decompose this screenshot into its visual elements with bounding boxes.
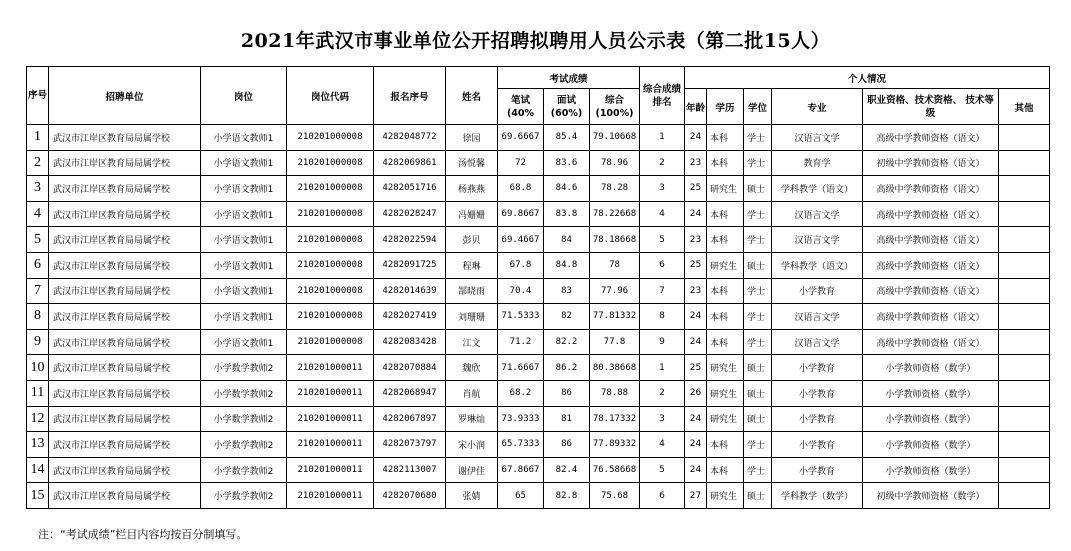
header-personal: 个人情况 <box>685 67 1050 89</box>
header-age: 年龄 <box>685 89 707 125</box>
cell-seq: 2 <box>27 150 49 176</box>
cell-qual: 高级中学教师资格（语文） <box>863 176 999 202</box>
cell-edu: 本科 <box>707 304 744 330</box>
cell-qual: 高级中学教师资格（语文） <box>863 201 999 227</box>
table-row <box>27 252 1050 278</box>
cell-name: 彭贝 <box>446 227 498 253</box>
cell-reg: 4282028247 <box>374 201 446 227</box>
cell-post: 小学语文教师1 <box>201 150 287 176</box>
cell-total: 79.10668 <box>590 125 640 151</box>
header-exam: 考试成绩 <box>498 67 640 89</box>
cell-degree: 学士 <box>744 227 772 253</box>
cell-seq: 9 <box>27 329 49 355</box>
cell-seq: 7 <box>27 278 49 304</box>
cell-age: 24 <box>685 329 707 355</box>
cell-qual: 高级中学教师资格（语文） <box>863 227 999 253</box>
cell-post: 小学语文教师1 <box>201 329 287 355</box>
cell-written: 71.2 <box>498 329 544 355</box>
header-post-code: 岗位代码 <box>287 67 374 125</box>
cell-other <box>999 278 1050 304</box>
table-row <box>27 355 1050 381</box>
cell-qual: 高级中学教师资格（语文） <box>863 304 999 330</box>
cell-major: 学科教学（语文） <box>772 176 863 202</box>
cell-degree: 学士 <box>744 457 772 483</box>
cell-age: 24 <box>685 432 707 458</box>
cell-code: 210201000011 <box>287 432 374 458</box>
table-row <box>27 150 1050 176</box>
cell-total: 77.89332 <box>590 432 640 458</box>
cell-total: 75.68 <box>590 483 640 509</box>
cell-age: 24 <box>685 457 707 483</box>
cell-other <box>999 432 1050 458</box>
cell-major: 汉语言文学 <box>772 304 863 330</box>
cell-edu: 本科 <box>707 125 744 151</box>
cell-seq: 15 <box>27 483 49 509</box>
table-row <box>27 201 1050 227</box>
cell-interview: 84.8 <box>544 252 590 278</box>
cell-code: 210201000008 <box>287 252 374 278</box>
cell-age: 25 <box>685 252 707 278</box>
cell-edu: 本科 <box>707 201 744 227</box>
header-post: 岗位 <box>201 67 287 125</box>
cell-seq: 14 <box>27 457 49 483</box>
cell-major: 小学教育 <box>772 432 863 458</box>
cell-total: 77.96 <box>590 278 640 304</box>
cell-major: 学科教学（数学） <box>772 483 863 509</box>
cell-total: 78.28 <box>590 176 640 202</box>
cell-interview: 83.6 <box>544 150 590 176</box>
cell-written: 70.4 <box>498 278 544 304</box>
cell-reg: 4282073797 <box>374 432 446 458</box>
header-interview: 面试(60%) <box>544 89 590 125</box>
cell-edu: 研究生 <box>707 176 744 202</box>
cell-written: 73.9333 <box>498 406 544 432</box>
cell-degree: 硕士 <box>744 406 772 432</box>
cell-unit: 武汉市江岸区教育局局属学校 <box>49 252 201 278</box>
cell-interview: 84.6 <box>544 176 590 202</box>
cell-age: 24 <box>685 304 707 330</box>
table-row <box>27 304 1050 330</box>
cell-post: 小学语文教师1 <box>201 227 287 253</box>
cell-degree: 学士 <box>744 201 772 227</box>
table-row <box>27 406 1050 432</box>
table-row <box>27 227 1050 253</box>
cell-interview: 81 <box>544 406 590 432</box>
cell-seq: 10 <box>27 355 49 381</box>
cell-qual: 初级中学教师资格（语文） <box>863 150 999 176</box>
cell-post: 小学数学教师2 <box>201 355 287 381</box>
roster-body <box>27 125 1050 509</box>
cell-age: 24 <box>685 125 707 151</box>
cell-code: 210201000011 <box>287 406 374 432</box>
cell-code: 210201000008 <box>287 176 374 202</box>
header-reg-no: 报名序号 <box>374 67 446 125</box>
cell-reg: 4282070680 <box>374 483 446 509</box>
cell-total: 76.58668 <box>590 457 640 483</box>
cell-interview: 83 <box>544 278 590 304</box>
cell-name: 程琳 <box>446 252 498 278</box>
cell-other <box>999 406 1050 432</box>
cell-seq: 13 <box>27 432 49 458</box>
cell-name: 肖航 <box>446 380 498 406</box>
cell-other <box>999 150 1050 176</box>
cell-degree: 硕士 <box>744 380 772 406</box>
cell-seq: 6 <box>27 252 49 278</box>
cell-reg: 4282113007 <box>374 457 446 483</box>
cell-rank: 3 <box>640 406 685 432</box>
cell-post: 小学数学教师2 <box>201 406 287 432</box>
cell-interview: 82 <box>544 304 590 330</box>
table-row <box>27 176 1050 202</box>
cell-reg: 4282014639 <box>374 278 446 304</box>
cell-degree: 硕士 <box>744 355 772 381</box>
cell-rank: 9 <box>640 329 685 355</box>
cell-major: 学科教学（语文） <box>772 252 863 278</box>
cell-other <box>999 355 1050 381</box>
cell-code: 210201000008 <box>287 304 374 330</box>
header-rank: 综合成绩排名 <box>640 67 685 125</box>
cell-age: 26 <box>685 380 707 406</box>
cell-code: 210201000008 <box>287 201 374 227</box>
cell-interview: 84 <box>544 227 590 253</box>
cell-other <box>999 457 1050 483</box>
cell-qual: 小学教师资格（数学） <box>863 355 999 381</box>
cell-interview: 82.2 <box>544 329 590 355</box>
cell-degree: 学士 <box>744 304 772 330</box>
cell-name: 魏欣 <box>446 355 498 381</box>
cell-age: 25 <box>685 176 707 202</box>
cell-rank: 4 <box>640 432 685 458</box>
cell-total: 78.17332 <box>590 406 640 432</box>
cell-degree: 学士 <box>744 432 772 458</box>
cell-rank: 5 <box>640 457 685 483</box>
cell-reg: 4282051716 <box>374 176 446 202</box>
cell-written: 65.7333 <box>498 432 544 458</box>
cell-edu: 本科 <box>707 329 744 355</box>
cell-total: 77.8 <box>590 329 640 355</box>
cell-other <box>999 227 1050 253</box>
cell-rank: 5 <box>640 227 685 253</box>
cell-unit: 武汉市江岸区教育局局属学校 <box>49 355 201 381</box>
cell-edu: 本科 <box>707 227 744 253</box>
cell-interview: 82.4 <box>544 457 590 483</box>
cell-degree: 学士 <box>744 329 772 355</box>
cell-code: 210201000011 <box>287 457 374 483</box>
cell-total: 78.88 <box>590 380 640 406</box>
cell-rank: 6 <box>640 252 685 278</box>
cell-name: 徐园 <box>446 125 498 151</box>
table-row <box>27 125 1050 151</box>
cell-qual: 高级中学教师资格（语文） <box>863 125 999 151</box>
cell-reg: 4282068947 <box>374 380 446 406</box>
cell-rank: 3 <box>640 176 685 202</box>
cell-edu: 研究生 <box>707 252 744 278</box>
header-written: 笔试(40% <box>498 89 544 125</box>
cell-age: 23 <box>685 150 707 176</box>
table-row <box>27 457 1050 483</box>
cell-reg: 4282027419 <box>374 304 446 330</box>
cell-name: 刘珊珊 <box>446 304 498 330</box>
cell-seq: 3 <box>27 176 49 202</box>
cell-post: 小学语文教师1 <box>201 201 287 227</box>
cell-major: 教育学 <box>772 150 863 176</box>
cell-interview: 82.8 <box>544 483 590 509</box>
cell-name: 谢伊佳 <box>446 457 498 483</box>
cell-edu: 研究生 <box>707 380 744 406</box>
cell-reg: 4282091725 <box>374 252 446 278</box>
cell-other <box>999 176 1050 202</box>
cell-seq: 11 <box>27 380 49 406</box>
cell-written: 68.2 <box>498 380 544 406</box>
cell-major: 汉语言文学 <box>772 201 863 227</box>
cell-unit: 武汉市江岸区教育局局属学校 <box>49 201 201 227</box>
cell-post: 小学数学教师2 <box>201 380 287 406</box>
cell-qual: 高级中学教师资格（语文） <box>863 252 999 278</box>
cell-rank: 2 <box>640 150 685 176</box>
cell-seq: 12 <box>27 406 49 432</box>
cell-interview: 86 <box>544 380 590 406</box>
table-row <box>27 329 1050 355</box>
cell-edu: 本科 <box>707 457 744 483</box>
cell-total: 78 <box>590 252 640 278</box>
roster-table <box>26 66 1050 509</box>
cell-reg: 4282022594 <box>374 227 446 253</box>
cell-code: 210201000011 <box>287 380 374 406</box>
cell-rank: 2 <box>640 380 685 406</box>
cell-interview: 83.8 <box>544 201 590 227</box>
cell-unit: 武汉市江岸区教育局局属学校 <box>49 176 201 202</box>
cell-major: 汉语言文学 <box>772 329 863 355</box>
cell-name: 杨燕燕 <box>446 176 498 202</box>
cell-unit: 武汉市江岸区教育局局属学校 <box>49 380 201 406</box>
cell-degree: 学士 <box>744 125 772 151</box>
cell-unit: 武汉市江岸区教育局局属学校 <box>49 227 201 253</box>
cell-major: 汉语言文学 <box>772 125 863 151</box>
header-education: 学历 <box>707 89 744 125</box>
cell-unit: 武汉市江岸区教育局局属学校 <box>49 483 201 509</box>
cell-qual: 小学教师资格（数学） <box>863 380 999 406</box>
cell-name: 郜晓雨 <box>446 278 498 304</box>
cell-reg: 4282069861 <box>374 150 446 176</box>
cell-total: 78.22668 <box>590 201 640 227</box>
cell-qual: 小学教师资格（数学） <box>863 457 999 483</box>
cell-age: 23 <box>685 227 707 253</box>
cell-other <box>999 329 1050 355</box>
cell-unit: 武汉市江岸区教育局局属学校 <box>49 432 201 458</box>
cell-edu: 本科 <box>707 150 744 176</box>
cell-seq: 1 <box>27 125 49 151</box>
cell-seq: 5 <box>27 227 49 253</box>
cell-major: 小学教育 <box>772 380 863 406</box>
cell-age: 25 <box>685 355 707 381</box>
cell-seq: 8 <box>27 304 49 330</box>
cell-written: 67.8667 <box>498 457 544 483</box>
cell-post: 小学语文教师1 <box>201 252 287 278</box>
cell-code: 210201000011 <box>287 483 374 509</box>
cell-post: 小学语文教师1 <box>201 304 287 330</box>
cell-code: 210201000008 <box>287 329 374 355</box>
cell-name: 汤悦馨 <box>446 150 498 176</box>
cell-unit: 武汉市江岸区教育局局属学校 <box>49 329 201 355</box>
cell-code: 210201000008 <box>287 150 374 176</box>
cell-unit: 武汉市江岸区教育局局属学校 <box>49 457 201 483</box>
cell-major: 小学教育 <box>772 457 863 483</box>
cell-total: 78.18668 <box>590 227 640 253</box>
cell-post: 小学语文教师1 <box>201 125 287 151</box>
cell-reg: 4282067897 <box>374 406 446 432</box>
cell-post: 小学数学教师2 <box>201 432 287 458</box>
header-unit: 招聘单位 <box>49 67 201 125</box>
cell-interview: 86 <box>544 432 590 458</box>
cell-other <box>999 252 1050 278</box>
cell-code: 210201000011 <box>287 355 374 381</box>
cell-written: 69.8667 <box>498 201 544 227</box>
header-seq: 序号 <box>27 67 49 125</box>
cell-edu: 研究生 <box>707 483 744 509</box>
cell-post: 小学语文教师1 <box>201 176 287 202</box>
cell-qual: 初级中学教师资格（数学） <box>863 483 999 509</box>
cell-age: 24 <box>685 406 707 432</box>
cell-other <box>999 483 1050 509</box>
cell-rank: 7 <box>640 278 685 304</box>
cell-name: 罗琳灿 <box>446 406 498 432</box>
cell-rank: 1 <box>640 125 685 151</box>
cell-written: 68.8 <box>498 176 544 202</box>
cell-age: 27 <box>685 483 707 509</box>
cell-major: 小学教育 <box>772 355 863 381</box>
cell-degree: 硕士 <box>744 252 772 278</box>
cell-unit: 武汉市江岸区教育局局属学校 <box>49 304 201 330</box>
page-title: 2021年武汉市事业单位公开招聘拟聘用人员公示表（第二批15人） <box>240 30 831 52</box>
cell-unit: 武汉市江岸区教育局局属学校 <box>49 406 201 432</box>
cell-unit: 武汉市江岸区教育局局属学校 <box>49 125 201 151</box>
cell-reg: 4282083428 <box>374 329 446 355</box>
cell-other <box>999 304 1050 330</box>
cell-major: 小学教育 <box>772 406 863 432</box>
header-qualification: 职业资格、技术资格、 技术等级 <box>863 89 999 125</box>
cell-age: 23 <box>685 278 707 304</box>
cell-edu: 本科 <box>707 278 744 304</box>
table-row <box>27 380 1050 406</box>
cell-other <box>999 201 1050 227</box>
cell-rank: 4 <box>640 201 685 227</box>
cell-edu: 研究生 <box>707 406 744 432</box>
cell-written: 65 <box>498 483 544 509</box>
cell-code: 210201000008 <box>287 227 374 253</box>
cell-total: 77.81332 <box>590 304 640 330</box>
cell-written: 72 <box>498 150 544 176</box>
cell-qual: 小学教师资格（数学） <box>863 432 999 458</box>
cell-other <box>999 380 1050 406</box>
cell-name: 江文 <box>446 329 498 355</box>
cell-rank: 1 <box>640 355 685 381</box>
cell-code: 210201000008 <box>287 125 374 151</box>
cell-age: 24 <box>685 201 707 227</box>
cell-qual: 小学教师资格（数学） <box>863 406 999 432</box>
cell-written: 67.8 <box>498 252 544 278</box>
cell-rank: 8 <box>640 304 685 330</box>
cell-reg: 4282048772 <box>374 125 446 151</box>
cell-post: 小学数学教师2 <box>201 483 287 509</box>
cell-reg: 4282070884 <box>374 355 446 381</box>
cell-total: 78.96 <box>590 150 640 176</box>
cell-seq: 4 <box>27 201 49 227</box>
table-row <box>27 432 1050 458</box>
cell-degree: 硕士 <box>744 483 772 509</box>
cell-post: 小学数学教师2 <box>201 457 287 483</box>
header-degree: 学位 <box>744 89 772 125</box>
cell-written: 71.5333 <box>498 304 544 330</box>
cell-edu: 本科 <box>707 432 744 458</box>
table-row <box>27 483 1050 509</box>
header-major: 专业 <box>772 89 863 125</box>
cell-degree: 硕士 <box>744 176 772 202</box>
cell-major: 汉语言文学 <box>772 227 863 253</box>
cell-degree: 学士 <box>744 150 772 176</box>
table-row <box>27 278 1050 304</box>
cell-total: 80.38668 <box>590 355 640 381</box>
cell-degree: 学士 <box>744 278 772 304</box>
cell-code: 210201000008 <box>287 278 374 304</box>
cell-written: 71.6667 <box>498 355 544 381</box>
header-total: 综合(100%) <box>590 89 640 125</box>
footnote: 注：“考试成绩”栏目内容均按百分制填写。 <box>38 528 248 541</box>
cell-post: 小学语文教师1 <box>201 278 287 304</box>
cell-edu: 研究生 <box>707 355 744 381</box>
cell-name: 冯姗姗 <box>446 201 498 227</box>
cell-name: 张婧 <box>446 483 498 509</box>
cell-rank: 6 <box>640 483 685 509</box>
cell-name: 宋小润 <box>446 432 498 458</box>
cell-major: 小学教育 <box>772 278 863 304</box>
header-other: 其他 <box>999 89 1050 125</box>
cell-unit: 武汉市江岸区教育局局属学校 <box>49 150 201 176</box>
cell-qual: 高级中学教师资格（语文） <box>863 329 999 355</box>
cell-qual: 高级中学教师资格（语文） <box>863 278 999 304</box>
cell-interview: 86.2 <box>544 355 590 381</box>
header-name: 姓名 <box>446 67 498 125</box>
cell-unit: 武汉市江岸区教育局局属学校 <box>49 278 201 304</box>
cell-written: 69.6667 <box>498 125 544 151</box>
cell-written: 69.4667 <box>498 227 544 253</box>
cell-other <box>999 125 1050 151</box>
cell-interview: 85.4 <box>544 125 590 151</box>
